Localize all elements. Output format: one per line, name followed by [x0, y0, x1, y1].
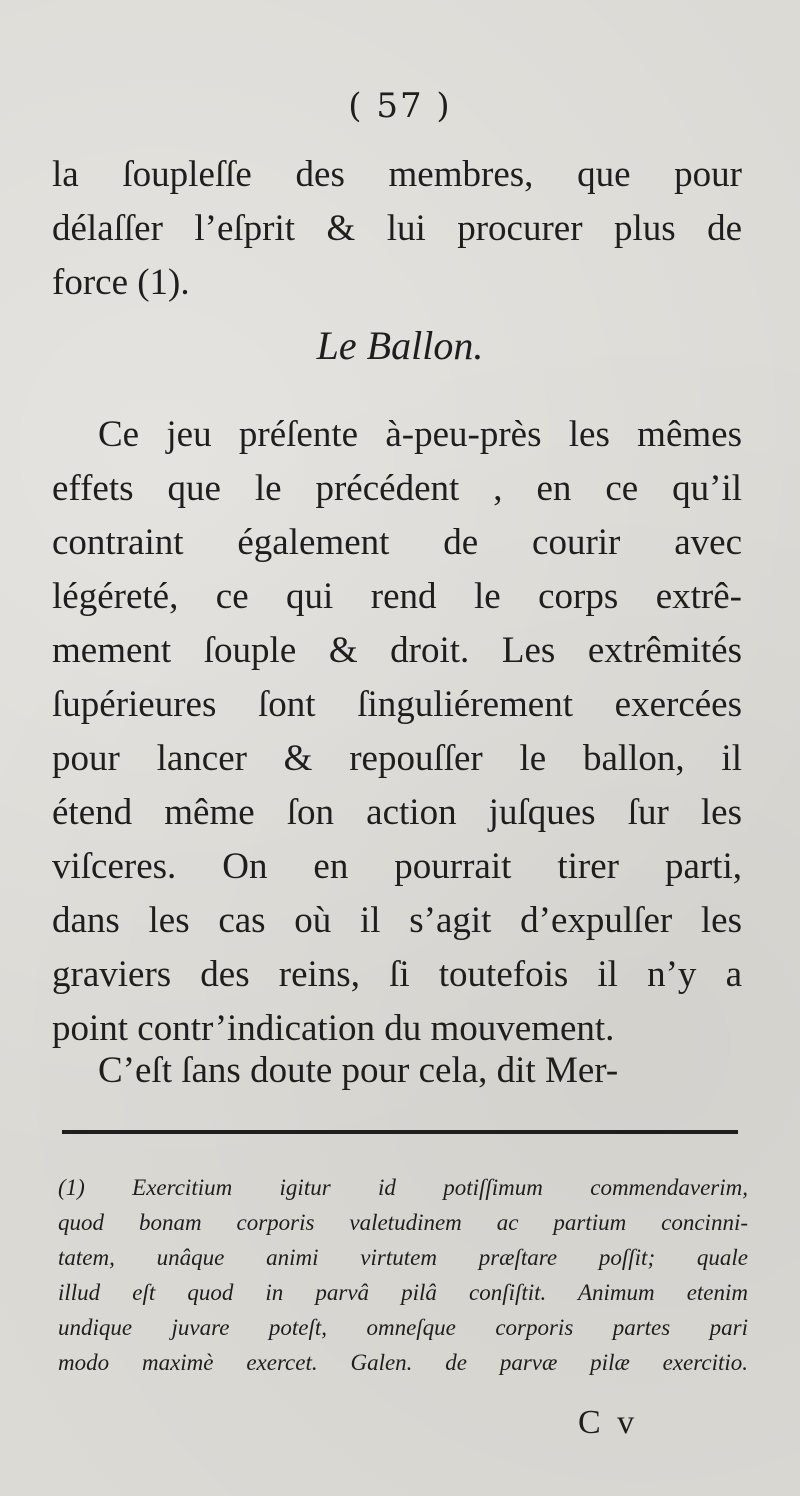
text-line: dans les cas où il s’agit d’expulſer les: [52, 900, 742, 941]
text-line: étend même ſon action juſques ſur les: [52, 792, 742, 833]
text-line: force (1).: [52, 262, 190, 303]
signature-mark: C v: [578, 1404, 639, 1441]
section-heading: Le Ballon.: [316, 323, 484, 368]
text-line: C’eſt ſans doute pour cela, dit Mer-: [98, 1050, 619, 1091]
text-line: délaſſer l’eſprit & lui procurer plus de: [52, 208, 742, 249]
footnote-line: (1) Exercitium igitur id potiſſimum commendaverim,: [58, 1175, 748, 1200]
main-paragraph: [52, 408, 742, 1056]
footnote-rule: [62, 1130, 738, 1134]
text-line: ſupérieures ſont ſinguliérement exercées: [52, 684, 742, 725]
footnote-line: tatem, unâque animi virtutem præſtare poſſit; quale: [58, 1245, 748, 1270]
footnote-line: undique juvare poteſt, omneſque corporis partes pari: [58, 1315, 748, 1340]
text-line: graviers des reins, ſi toutefois il n’y a: [52, 954, 742, 995]
footnote: [58, 1170, 748, 1380]
page-number: ( 57 ): [348, 86, 452, 126]
text-line: mement ſouple & droit. Les extrêmités: [52, 630, 742, 671]
continuation-paragraph: [52, 1044, 742, 1098]
text-line: contraint également de courir avec: [52, 522, 742, 563]
text-line: point contr’indication du mouvement.: [52, 1008, 615, 1049]
text-line: légéreté, ce qui rend le corps extrê-: [52, 576, 742, 617]
footnote-line: illud eſt quod in parvâ pilâ conſiſtit. Animum etenim: [58, 1280, 748, 1305]
text-line: pour lancer & repouſſer le ballon, il: [52, 738, 742, 779]
footnote-line: modo maximè exercet. Galen. de parvæ pilæ exercitio.: [58, 1350, 748, 1375]
text-line: viſceres. On en pourrait tirer parti,: [52, 846, 742, 887]
text-line: effets que le précédent , en ce qu’il: [52, 468, 742, 509]
top-paragraph: [52, 148, 742, 310]
text-line: la ſoupleſſe des membres, que pour: [52, 154, 742, 195]
text-line: Ce jeu préſente à-peu-près les mêmes: [98, 414, 742, 455]
footnote-line: quod bonam corporis valetudinem ac partium concinni-: [58, 1210, 748, 1235]
